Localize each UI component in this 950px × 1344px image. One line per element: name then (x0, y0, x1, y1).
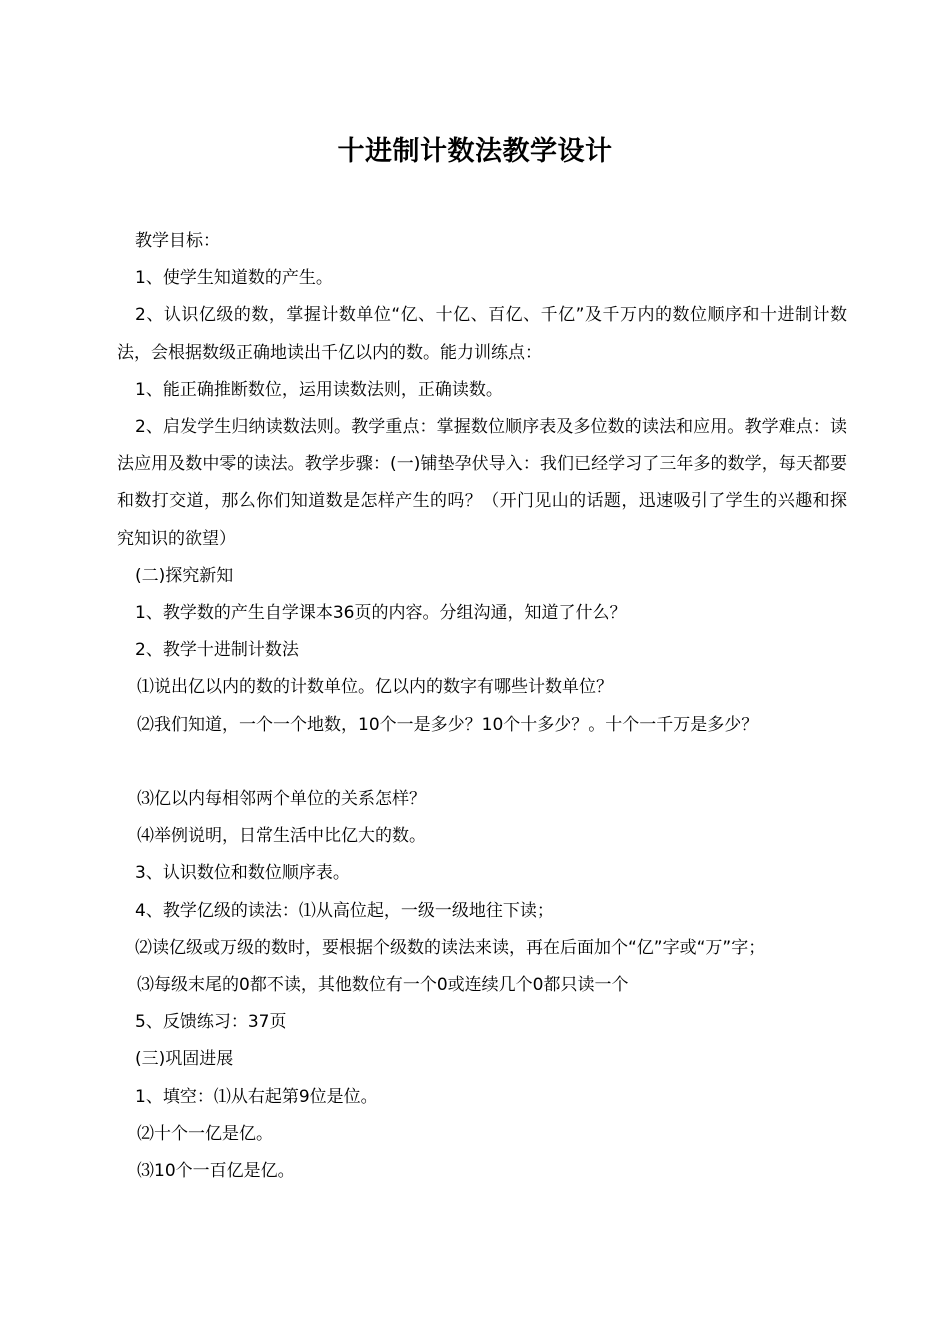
paragraph-item-3: 3、认识数位和数位顺序表。 (135, 863, 350, 884)
document-title: 十进制计数法教学设计 (337, 136, 613, 167)
paragraph-objective-1: 1、使学生知道数的产生。 (135, 268, 333, 289)
paragraph-item-1: 1、教学数的产生自学课本36页的内容。分组沟通，知道了什么？ (135, 603, 627, 624)
paragraph-skill-2: 2、启发学生归纳读数法则。教学重点：掌握数位顺序表及多位数的读法和应用。教学难点：读法应用及数中零的读法。教学步骤：(一)铺垫孕伏导入：我们已经学习了三年多的数学，每天都要和数打交道，那么你们知道数是怎样产生的吗？（开门见山的话题，迅速吸引了学生的兴趣和探究知识的欲望） (117, 417, 847, 549)
paragraph-sub-4: ⑷举例说明，日常生活中比亿大的数。 (137, 826, 426, 847)
paragraph-sub-1: ⑴说出亿以内的数的计数单位。亿以内的数字有哪些计数单位？ (137, 677, 613, 698)
paragraph-skill-1: 1、能正确推断数位，运用读数法则，正确读数。 (135, 379, 503, 400)
paragraph-item-5: 5、反馈练习：37页 (135, 1012, 287, 1033)
paragraph-objective-2: 2、认识亿级的数，掌握计数单位“亿、十亿、百亿、千亿”及千万内的数位顺序和十进制计数法，会根据数级正确地读出千亿以内的数。能力训练点： (117, 305, 847, 363)
paragraph-section-2-heading: (二)探究新知 (135, 565, 234, 586)
paragraph-item-4: 4、教学亿级的读法：⑴从高位起，一级一级地往下读； (135, 900, 554, 921)
paragraph-fill-2: ⑵十个一亿是亿。 (137, 1123, 273, 1144)
paragraph-section-3-heading: (三)巩固进展 (135, 1049, 234, 1070)
paragraph-sub-2: ⑵我们知道，一个一个地数，10个一是多少？10个十多少？。十个一千万是多少？ (137, 714, 759, 735)
paragraph-objectives-heading: 教学目标： (135, 231, 220, 251)
paragraph-sub-3: ⑶亿以内每相邻两个单位的关系怎样？ (137, 789, 426, 810)
paragraph-reading-rule-2: ⑵读亿级或万级的数时，要根据个级数的读法来读，再在后面加个“亿”字或“万”字； (135, 937, 766, 958)
paragraph-fill-3: ⑶10个一百亿是亿。 (137, 1161, 295, 1182)
paragraph-item-2: 2、教学十进制计数法 (135, 640, 299, 661)
blank-line (117, 744, 847, 781)
document-body (117, 223, 847, 1190)
paragraph-reading-rule-3: ⑶每级末尾的0都不读，其他数位有一个0或连续几个0都只读一个 (137, 975, 629, 996)
paragraph-fill-1: 1、填空：⑴从右起第9位是位。 (135, 1086, 378, 1107)
